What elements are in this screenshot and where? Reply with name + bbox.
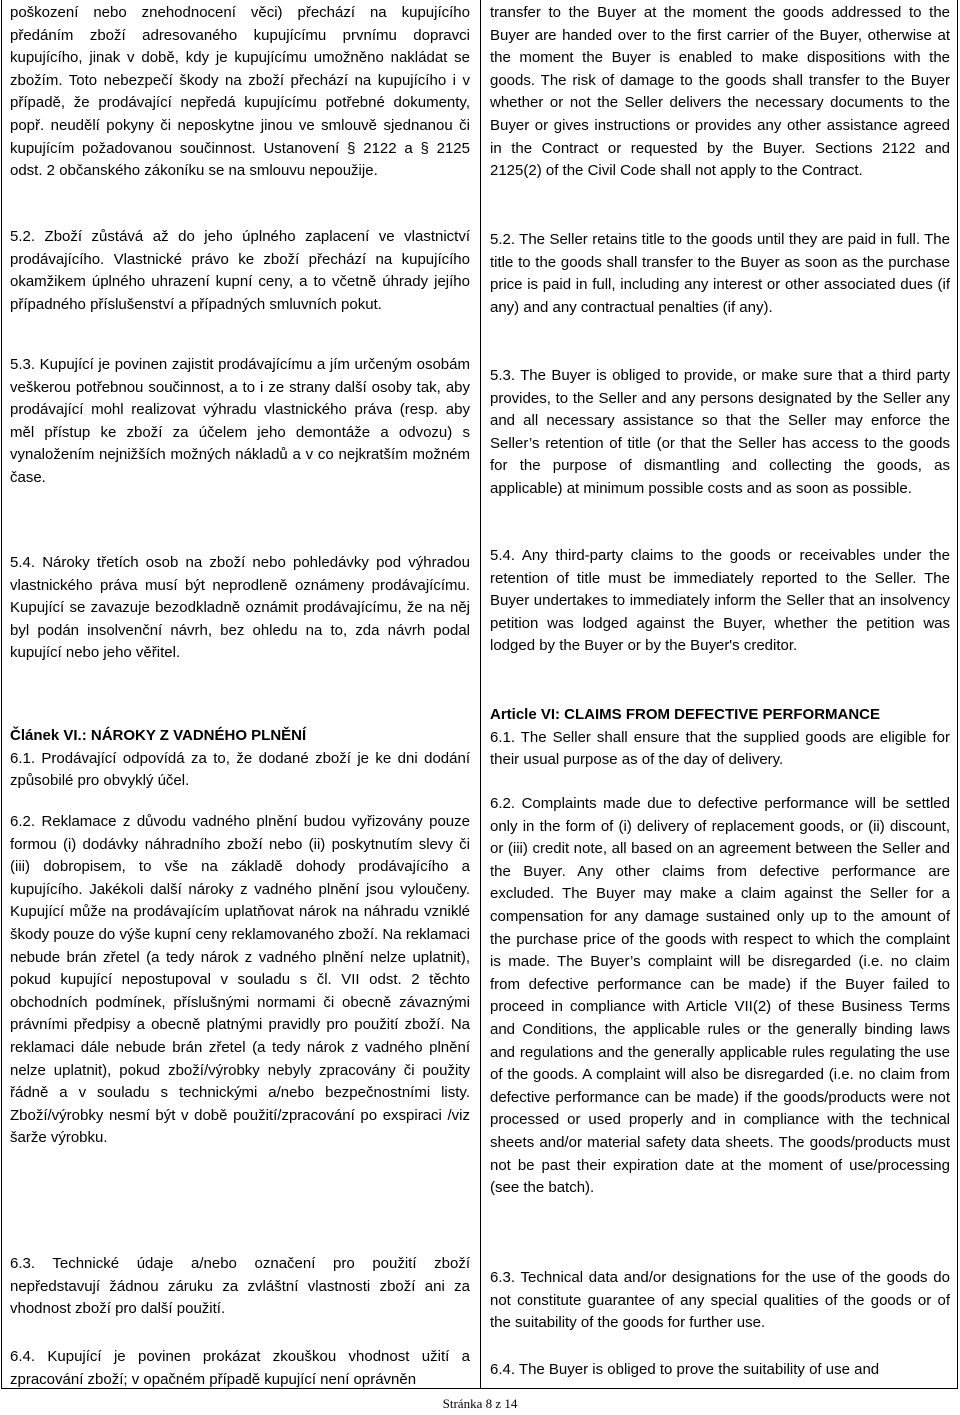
article-6-en — [490, 704, 950, 772]
article-6-heading-cz: Článek VI.: NÁROKY Z VADNÉHO PLNĚNÍ — [10, 727, 307, 744]
clause-5-2-en: 5.2. The Seller retains title to the goods until they are paid in full. The title to the goods shall transfer to the Buyer as soon as the purchase price is paid in full, including any interest or other associated dues (if any) and any contractual penalties (if any). — [490, 231, 950, 316]
english-column — [490, 0, 952, 1389]
clause-5-1-cz-end: poškození nebo znehodnocení věci) přechází na kupujícího předáním zboží adresovaného kupujícímu prvnímu dopravci kupujícího, jinak v době, kdy je kupujícímu umožněno nakládat se zbožím. Toto nebezpečí škody na zboží přechází na kupujícího i v případě, že prodávající nepředá kupujícímu potřebné dokumenty, popř. neudělí pokyny či neposkytne jinou ve smlouvě sjednanou či kupujícím požadovanou součinnost. Ustanovení § 2122 a § 2125 odst. 2 občanského zákoníku se na smlouvu nepoužije. — [10, 4, 470, 180]
clause-6-2-cz: 6.2. Reklamace z důvodu vadného plnění budou vyřizovány pouze formou (i) dodávky náhradního zboží nebo (ii) poskytnutím slevy či (iii) dobropisem, to vše na základě dohody prodávajícího a kupujícího. Jakékoli další nároky z vadného plnění jsou vyloučeny. Kupující může na prodávajícím uplatňovat nárok na náhradu vzniklé škody pouze do výše kupní ceny reklamovaného zboží. Na reklamaci nebude brán zřetel (a tedy nárok z vadného plnění nelze uplatnit), pokud kupující nepostupoval v souladu s čl. VII odst. 2 těchto obchodních podmínek, příslušnými normami či obecně závaznými právními předpisy a obecně platnými pravidly pro použití zboží. Na reklamaci dále nebude brán zřetel (a tedy nárok z vadného plnění nelze uplatnit), pokud zboží/výrobky nebyly zpracovány či použity řádně a v souladu s technickými a/nebo bezpečnostními listy. Zboží/výrobky nesmí být v době použití/zpracování po exspiraci /viz šarže výrobku. — [10, 813, 470, 1147]
clause-6-4-en: 6.4. The Buyer is obliged to prove the suitability of use and — [490, 1361, 880, 1378]
clause-5-4-en: 5.4. Any third-party claims to the goods or receivables under the retention of title must be immediately reported to the Seller. The Buyer undertakes to immediately inform the Seller that an insolvency petition was lodged against the Buyer, whether the petition was lodged by the Buyer or by the Buyer's creditor. — [490, 547, 950, 655]
column-divider — [480, 0, 481, 1389]
clause-6-3-cz: 6.3. Technické údaje a/nebo označení pro použití zboží nepředstavují žádnou záruku za zvláštní vlastnosti zboží ani za vhodnost zboží pro další použití. — [10, 1255, 470, 1318]
clause-5-4-cz: 5.4. Nároky třetích osob na zboží nebo pohledávky pod výhradou vlastnického práva musí být neprodleně oznámeny prodávajícímu. Kupující se zavazuje bezodkladně oznámit prodávajícímu, že na něj byl podán insolvenční návrh, bez ohledu na to, zda návrh podal kupující nebo jeho věřitel. — [10, 554, 470, 662]
article-6-heading-en: Article VI: CLAIMS FROM DEFECTIVE PERFORMANCE — [490, 706, 881, 723]
clause-6-4-cz: 6.4. Kupující je povinen prokázat zkouškou vhodnost užití a zpracování zboží; v opačném případě kupující není oprávněn — [10, 1348, 470, 1388]
clause-6-1-en: 6.1. The Seller shall ensure that the supplied goods are eligible for their usual purpose as of the day of delivery. — [490, 728, 950, 769]
czech-column — [10, 0, 472, 1389]
clause-5-3-en: 5.3. The Buyer is obliged to provide, or make sure that a third party provides, to the Seller and any persons designated by the Seller any and all necessary assistance so that the Seller may enforce the Seller’s retention of title (or that the Seller has access to the goods for the purpose of dismantling and collecting the goods, as applicable) at minimum possible costs and as soon as possible. — [490, 367, 950, 497]
clause-5-1-en-end: transfer to the Buyer at the moment the goods addressed to the Buyer are handed over to the first carrier of the Buyer, otherwise at the moment the Buyer is enabled to make dispositions with the goods. The risk of damage to the goods shall transfer to the Buyer whether or not the Seller delivers the necessary documents to the Buyer or gives instructions or provides any other assistance agreed in the Contract or requested by the Buyer. Sections 2122 and 2125(2) of the Civil Code shall not apply to the Contract. — [490, 4, 950, 180]
clause-6-1-cz: 6.1. Prodávající odpovídá za to, že dodané zboží je ke dni dodání způsobilé pro obvyklý účel. — [10, 749, 470, 790]
clause-5-3-cz: 5.3. Kupující je povinen zajistit prodávajícímu a jím určeným osobám veškerou potřebnou součinnost, a to i ze strany další osoby tak, aby prodávající mohl realizovat výhradu vlastnického práva (resp. aby měl přístup ke zboží za účelem jeho demontáže a odvozu) s vynaložením nejnižších možných nákladů a v co nejkratším možném čase. — [10, 356, 470, 486]
article-6-cz — [10, 725, 470, 793]
clause-5-2-cz: 5.2. Zboží zůstává až do jeho úplného zaplacení ve vlastnictví prodávajícího. Vlastnické právo ke zboží přechází na kupujícího okamžikem úplného uhrazení kupní ceny, a to včetně úhrady jejího případného příslušenství a případných smluvních pokut. — [10, 228, 470, 313]
page-number: Stránka 8 z 14 — [442, 1396, 518, 1411]
clause-6-2-en: 6.2. Complaints made due to defective performance will be settled only in the form of (i) delivery of replacement goods, or (ii) discount, or (iii) credit note, all based on an agreement between the Seller and the Buyer. Any other claims from defective performance are excluded. The Buyer may make a claim against the Seller for a compensation for any damage sustained only up to the amount of the purchase price of the goods with respect to which the complaint is made. The Buyer’s complaint will be disregarded (i.e. no claim from defective performance can be made) if the Buyer failed to proceed in compliance with Article VII(2) of these Business Terms and Conditions, the applicable rules or the generally binding laws and regulations and the generally applicable rules regulating the use of the goods. A complaint will also be disregarded (i.e. no claim from defective performance can be made) if the goods/products were not processed or used properly and in compliance with the technical sheets and/or material safety data sheets. The goods/products must not be past their expiration date at the moment of use/processing (see the batch). — [490, 795, 950, 1197]
clause-6-3-en: 6.3. Technical data and/or designations for the use of the goods do not constitute guarantee of any special qualities of the goods or of the suitability of the goods for further use. — [490, 1269, 950, 1332]
